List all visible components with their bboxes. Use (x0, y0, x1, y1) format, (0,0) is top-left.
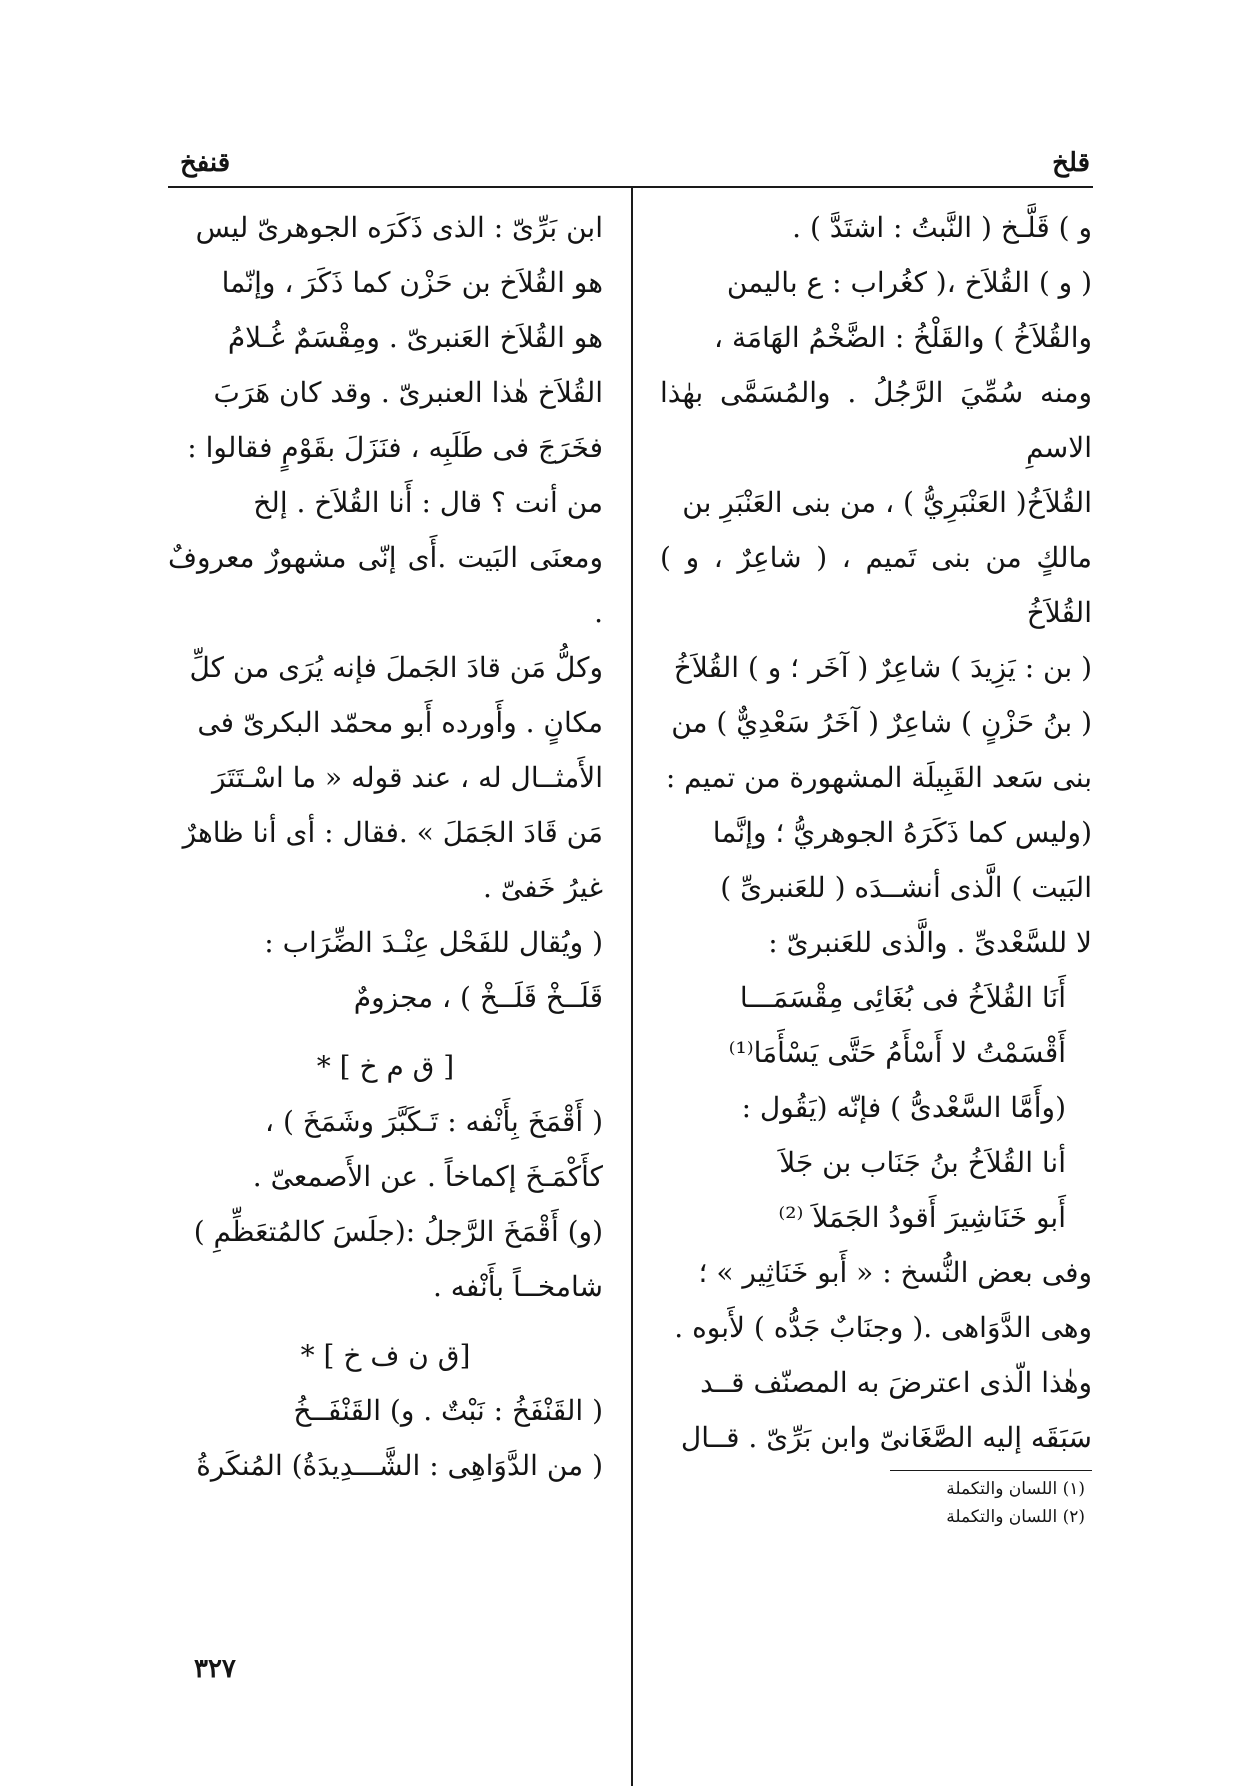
text-line: والقُلاَخُ ) والقَلْخُ : الضَّخْمُ الهَامَة ، (714, 321, 1092, 354)
text-line: وفى بعض النُّسخ : « أَبو خَنَاثِير » ؛ (698, 1256, 1092, 1289)
text-line: وهى الدَّوَاهى .( وجنَابٌ جَدُّه ) لأَبوه . (674, 1311, 1092, 1344)
section-heading: [ ق م خ ] * (316, 1050, 455, 1083)
verse-line: أنا القُلاَخُ بنُ جَنَاب بن جَلاَ (779, 1146, 1066, 1179)
text-line: ( من الدَّوَاهِى : الشَّـــدِيدَةُ) المُنكَرةُ (196, 1449, 603, 1482)
text-line: الأَمثــال له ، عند قوله « ما اسْـتَتَرَ (211, 761, 603, 794)
spacer (168, 1025, 603, 1039)
verse-line: أَقْسَمْتُ لا أَسْأَمُ حَتَّى يَسْأَمَا⁽¹⁾ (728, 1036, 1066, 1069)
text-line: القُلاَخ هٰذا العنبرىّ . وقد كان هَرَبَ (213, 376, 603, 409)
footnote-rule (890, 1470, 1092, 1471)
text-line: هو القُلاَخ العَنبرىّ . ومِقْسَمٌ غُـلامُ (227, 321, 603, 354)
text-line: ( ويُقال للفَحْل عِنْـدَ الضِّرَاب : (264, 926, 603, 959)
text-line: ( بنُ حَزْنٍ ) شاعِرٌ ( آخَرُ سَعْدِيٌّ ) من (671, 706, 1092, 739)
column-divider (631, 188, 633, 1786)
text-line: القُلاَخُ( العَنْبَرِيُّ ) ، من بنى العَنْبَرِ بن (682, 486, 1092, 519)
text-line: و ) قَلَّـخ ( النَّبتُ : اشتَدَّ ) . (792, 211, 1092, 244)
text-line: فخَرَجَ فى طَلَبِه ، فنَزَلَ بقَوْمٍ فقالوا : (187, 431, 603, 464)
running-header-left: قنفخ (180, 148, 231, 178)
text-line: بنى سَعد القَبِيلَة المشهورة من تميم : (665, 761, 1092, 794)
text-line: وكلُّ مَن قادَ الجَملَ فإنه يُرَى من كلِّ (189, 651, 603, 684)
verse-block (660, 970, 1092, 1080)
text-line: لا للسَّعْدىِّ . والَّذى للعَنبرىّ : (768, 926, 1092, 959)
text-line: ( و ) القُلاَخ ،( كغُراب : ع باليمن (726, 266, 1092, 299)
text-line: غيرُ خَفىّ . (482, 871, 603, 904)
text-line: مَن قَادَ الجَمَلَ » .فقال : أى أنا ظاهرٌ (182, 816, 603, 849)
right-column (660, 200, 1092, 1465)
text-line: ( أَقْمَخَ بِأَنْفه : تَـكَبَّرَ وشَمَخَ ) ، (265, 1105, 603, 1138)
text-line: من أنت ؟ قال : أَنا القُلاَخ . إلخ (253, 486, 603, 519)
footnote: (٢) اللسان والتكملة (946, 1507, 1085, 1527)
text-line: مالكٍ من بنى تَميم ، ( شاعِرٌ ، و ) القُلاَخُ (660, 541, 1092, 629)
text-line: قَلَــخْ قَلَــخْ ) ، مجزومٌ (353, 981, 603, 1014)
text-line: شامخــاً بأَنْفه . (433, 1270, 603, 1303)
verse-line: أَنَا القُلاَخُ فى بُغَائِى مِقْسَمَـــا (739, 981, 1066, 1014)
text-line: (و) أَقْمَخَ الرَّجلُ :(جلَسَ كالمُتعَظِّمِ ) (193, 1215, 603, 1248)
text-line: (وأَمَّا السَّعْدىُّ ) فإنّه (يَقُول : (741, 1091, 1066, 1124)
footnotes (780, 1475, 1085, 1531)
text-line: كأَكْمَـخَ إكماخاً . عن الأَصمعىّ . (252, 1160, 603, 1193)
text-line: البَيت ) الَّذى أنشــدَه ( للعَنبرىِّ ) (720, 871, 1092, 904)
text-line: هو القُلاَخ بن حَزْن كما ذَكَرَ ، وإنّما (221, 266, 603, 299)
verse-block (660, 1135, 1092, 1245)
section-heading: [ق ن ف خ ] * (300, 1339, 471, 1372)
text-line: سَبَقَه إليه الصَّغَانىّ وابن بَرِّىّ . قــال (680, 1421, 1092, 1454)
text-line: ومعنَى البَيت .أَى إنّى مشهورٌ معروفٌ . (168, 541, 603, 629)
text-line: ( القَنْفَخُ : نَبْتٌ . و) القَنْفَــخُ (293, 1394, 603, 1427)
text-line: (وليس كما ذَكَرَهُ الجوهريُّ ؛ وإنَّما (712, 816, 1092, 849)
verse-line: أَبو خَنَاشِيرَ أَقودُ الجَمَلاَ ⁽²⁾ (778, 1201, 1066, 1234)
text-line: وهٰذا الّذى اعترضَ به المصنّف قــد (700, 1366, 1092, 1399)
spacer (168, 1314, 603, 1328)
running-header-right: قلخ (1052, 148, 1090, 178)
text-line: ومنه سُمِّيَ الرَّجُلُ . والمُسَمَّى بهٰذا الاسمِ (660, 376, 1092, 464)
page-number: ٣٢٧ (194, 1654, 236, 1684)
left-column (168, 200, 603, 1493)
text-line: ( بن : يَزِيدَ ) شاعِرٌ ( آخَر ؛ و ) القُلاَخُ (673, 651, 1092, 684)
text-line: مكانٍ . وأَورده أَبو محمّد البكرىّ فى (197, 706, 603, 739)
footnote: (١) اللسان والتكملة (946, 1479, 1085, 1499)
text-line: ابن بَرِّىّ : الذى ذَكَرَه الجوهرىّ ليس (195, 211, 603, 244)
